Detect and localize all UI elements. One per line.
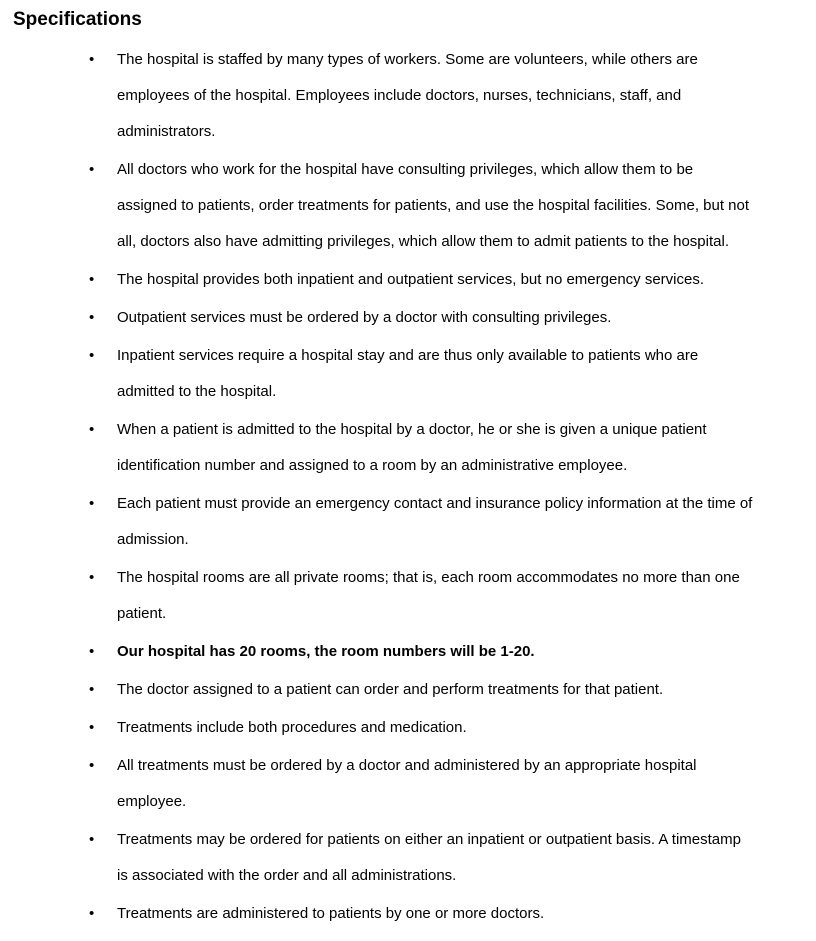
list-item (0, 338, 816, 410)
bullet-icon: • (89, 421, 95, 438)
list-item-line: The hospital is staffed by many types of workers. Some are volunteers, while others are (117, 51, 698, 68)
list-item-line: The hospital rooms are all private rooms; that is, each room accommodates no more than one (117, 569, 740, 586)
list-item-line: admission. (117, 531, 189, 548)
list-item-line: Each patient must provide an emergency contact and insurance policy information at the time of (117, 495, 753, 512)
bullet-icon: • (89, 161, 95, 178)
list-item-line: Treatments are administered to patients by one or more doctors. (117, 905, 545, 922)
list-item (0, 152, 816, 260)
list-item-line: Treatments include both procedures and medication. (117, 719, 467, 736)
specifications-list (0, 42, 816, 934)
list-item-line: All doctors who work for the hospital have consulting privileges, which allow them to be (117, 161, 694, 178)
list-item-line: patient. (117, 605, 167, 622)
bullet-icon: • (89, 569, 95, 586)
list-item (0, 822, 816, 894)
bullet-icon: • (89, 495, 95, 512)
list-item-line: Outpatient services must be ordered by a doctor with consulting privileges. (117, 309, 612, 326)
list-item (0, 262, 816, 298)
list-item-line: Our hospital has 20 rooms, the room numbers will be 1-20. (117, 643, 535, 660)
bullet-icon: • (89, 347, 95, 364)
page-title: Specifications (13, 9, 142, 30)
list-item-line: The doctor assigned to a patient can order and perform treatments for that patient. (117, 681, 664, 698)
list-item-line: assigned to patients, order treatments for patients, and use the hospital facilities. Some, but not (117, 197, 750, 214)
list-item (0, 486, 816, 558)
list-item-line: identification number and assigned to a room by an administrative employee. (117, 457, 628, 474)
list-item-line: employee. (117, 793, 187, 810)
list-item-line: All treatments must be ordered by a doctor and administered by an appropriate hospital (117, 757, 697, 774)
bullet-icon: • (89, 309, 95, 326)
list-item-line: Inpatient services require a hospital stay and are thus only available to patients who are (117, 347, 699, 364)
bullet-icon: • (89, 271, 95, 288)
list-item (0, 412, 816, 484)
list-item (0, 560, 816, 632)
list-item-line: employees of the hospital. Employees include doctors, nurses, technicians, staff, and (117, 87, 682, 104)
bullet-icon: • (89, 51, 95, 68)
list-item (0, 672, 816, 708)
list-item-line: Treatments may be ordered for patients on either an inpatient or outpatient basis. A timestamp (117, 831, 741, 848)
bullet-icon: • (89, 681, 95, 698)
bullet-icon: • (89, 719, 95, 736)
list-item-line: The hospital provides both inpatient and outpatient services, but no emergency services. (117, 271, 705, 288)
list-item-line: When a patient is admitted to the hospital by a doctor, he or she is given a unique patient (117, 421, 707, 438)
list-item (0, 634, 816, 670)
bullet-icon: • (89, 831, 95, 848)
list-item-line: administrators. (117, 123, 216, 140)
list-item (0, 42, 816, 150)
list-item-line: all, doctors also have admitting privileges, which allow them to admit patients to the hospital. (117, 233, 729, 250)
list-item (0, 300, 816, 336)
list-item-line: is associated with the order and all administrations. (117, 867, 457, 884)
bullet-icon: • (89, 643, 95, 660)
list-item (0, 896, 816, 932)
list-item (0, 748, 816, 820)
bullet-icon: • (89, 757, 95, 774)
bullet-icon: • (89, 905, 95, 922)
list-item (0, 710, 816, 746)
list-item-line: admitted to the hospital. (117, 383, 277, 400)
